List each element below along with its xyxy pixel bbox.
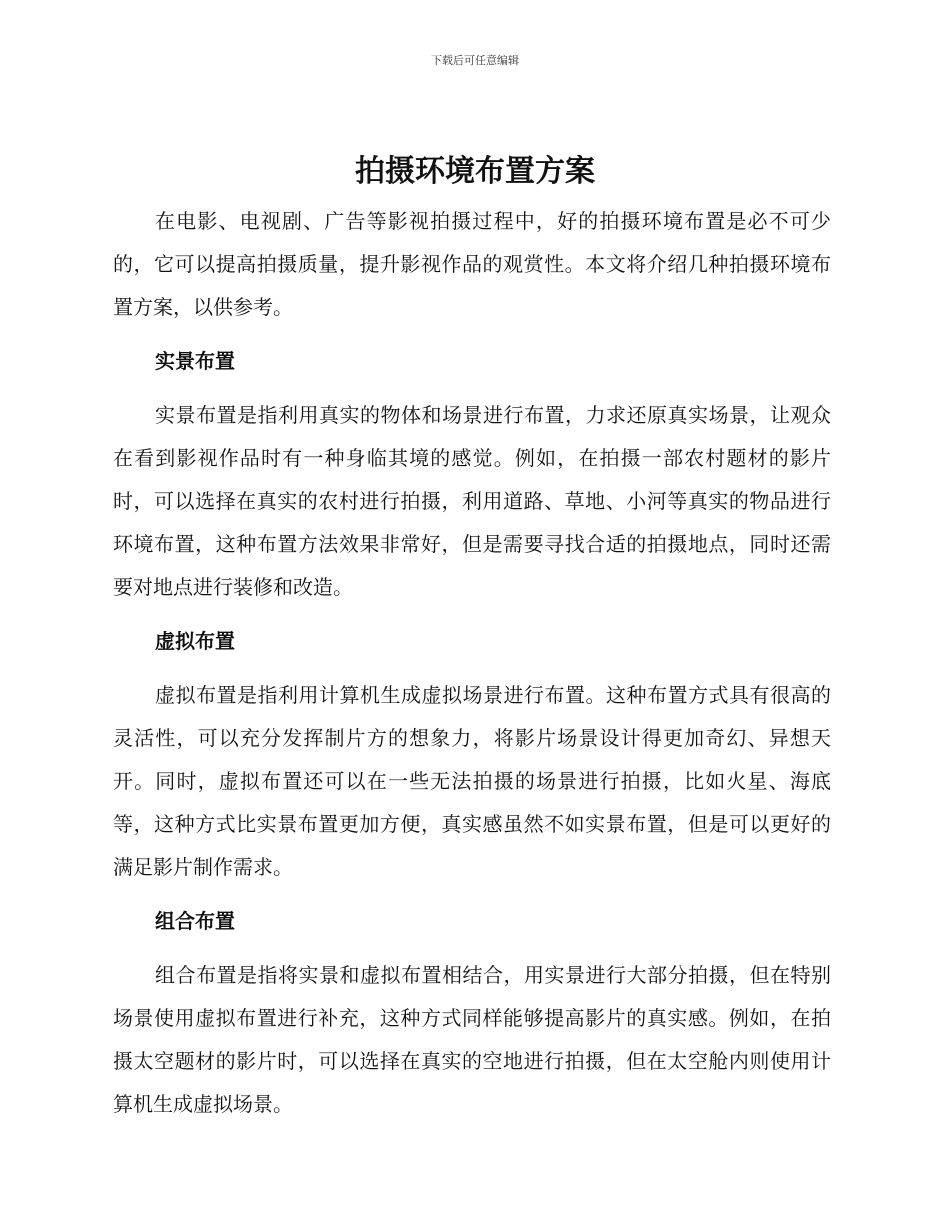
page-header-note: 下载后可任意编辑	[431, 54, 519, 67]
section-body-virtual-scene: 虚拟布置是指利用计算机生成虚拟场景进行布置。这种布置方式具有很高的灵活性，可以充分发挥制片方的想象力，将影片场景设计得更加奇幻、异想天开。同时，虚拟布置还可以在一些无法拍摄的场景进行拍摄，比如火星、海底等，这种方式比实景布置更加方便，真实感虽然不如实景布置，但是可以更好的满足影片制作需求。	[113, 683, 831, 879]
intro-paragraph: 在电影、电视剧、广告等影视拍摄过程中，好的拍摄环境布置是必不可少的，它可以提高拍摄质量，提升影视作品的观赏性。本文将介绍几种拍摄环境布置方案，以供参考。	[113, 209, 831, 319]
section-heading-combined-scene: 组合布置	[155, 909, 235, 933]
section-heading-virtual-scene: 虚拟布置	[155, 629, 235, 653]
section-body-real-scene: 实景布置是指利用真实的物体和场景进行布置，力求还原真实场景，让观众在看到影视作品时有一种身临其境的感觉。例如，在拍摄一部农村题材的影片时，可以选择在真实的农村进行拍摄，利用道路、草地、小河等真实的物品进行环境布置，这种布置方法效果非常好，但是需要寻找合适的拍摄地点，同时还需要对地点进行装修和改造。	[113, 403, 831, 599]
document-title: 拍摄环境布置方案	[355, 154, 595, 189]
section-body-combined-scene: 组合布置是指将实景和虚拟布置相结合，用实景进行大部分拍摄，但在特别场景使用虚拟布置进行补充，这种方式同样能够提高影片的真实感。例如，在拍摄太空题材的影片时，可以选择在真实的空地进行拍摄，但在太空舱内则使用计算机生成虚拟场景。	[113, 963, 831, 1116]
document-body	[113, 200, 831, 1126]
section-heading-real-scene: 实景布置	[155, 349, 235, 373]
